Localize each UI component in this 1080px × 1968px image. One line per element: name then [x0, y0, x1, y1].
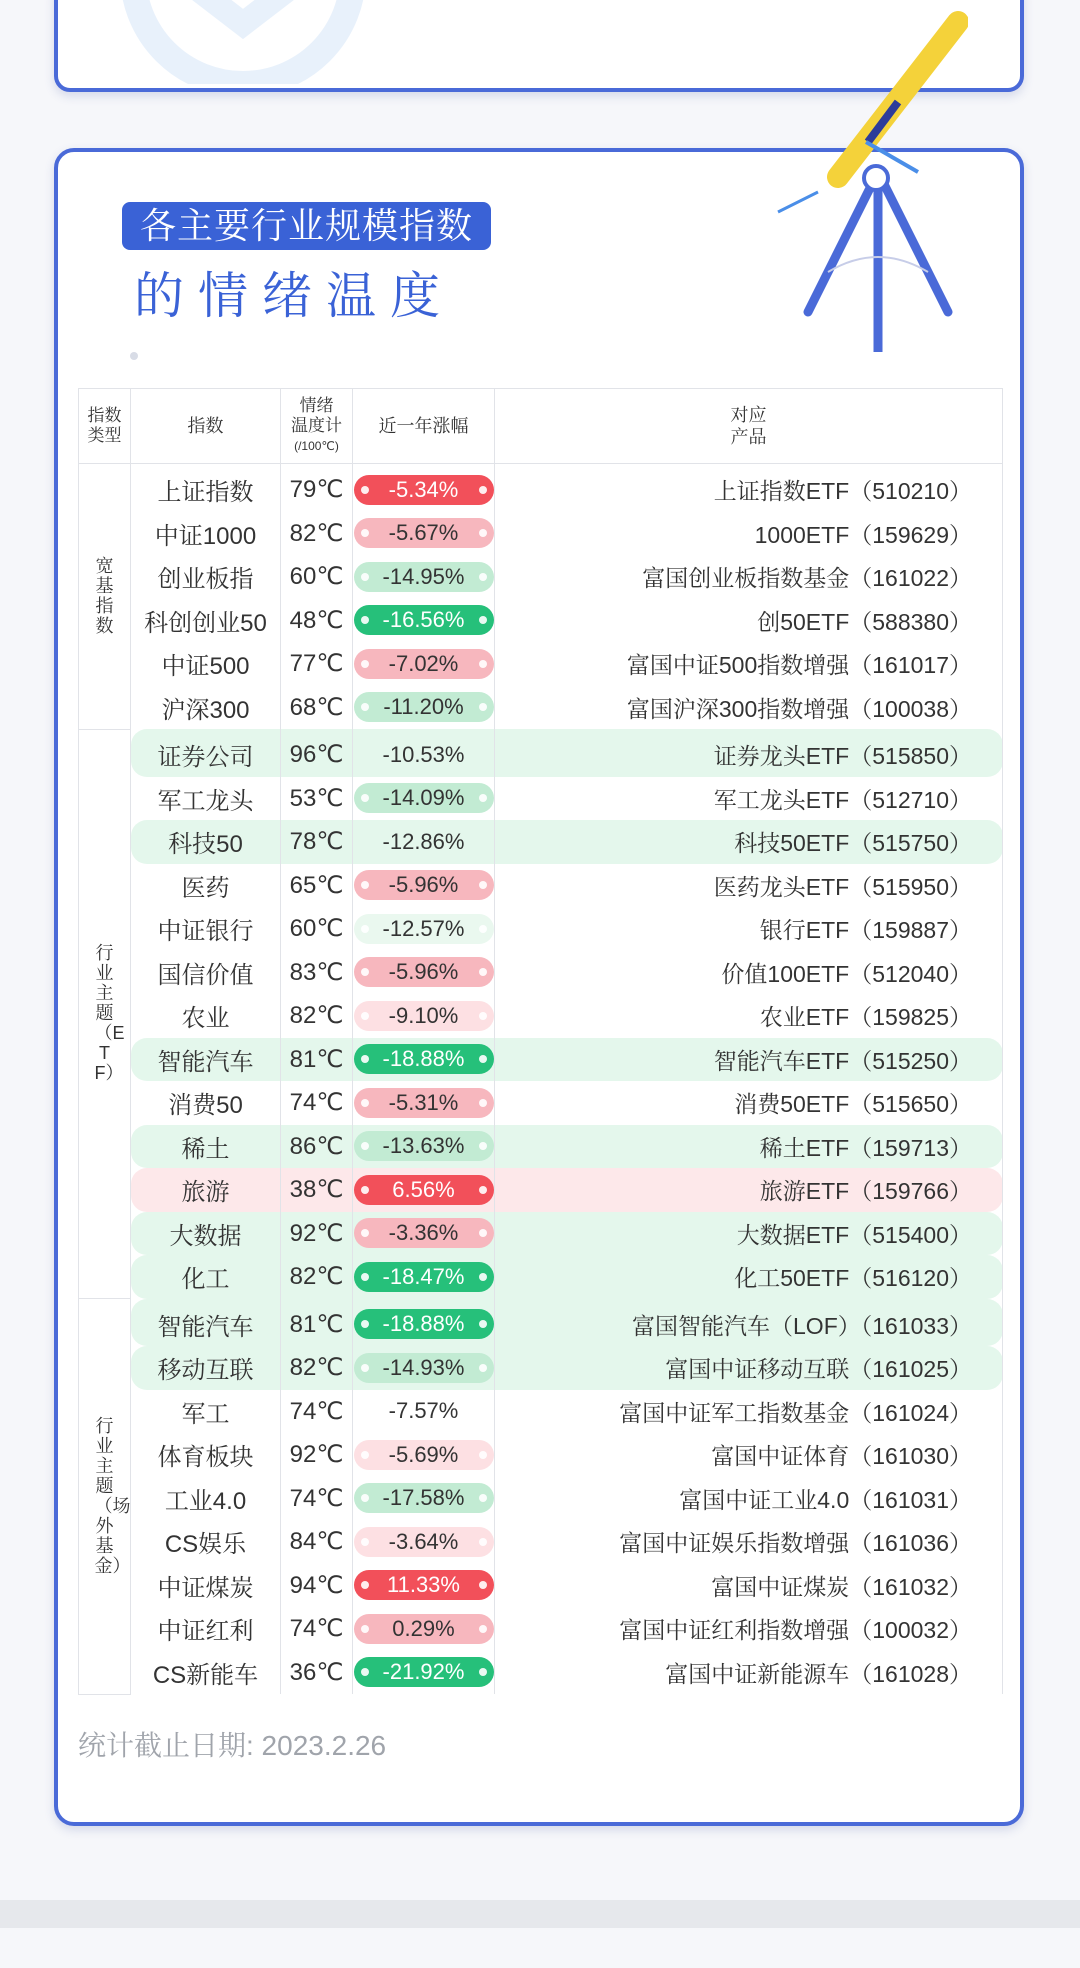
change-cell	[353, 820, 495, 864]
temperature-value: 74℃	[281, 1607, 353, 1651]
change-cell	[353, 729, 495, 777]
index-name: 稀土	[131, 1125, 281, 1169]
product-name: 富国创业板指数基金（161022）	[495, 555, 1003, 599]
table-row	[79, 729, 1003, 777]
change-badge: -21.92%	[354, 1657, 494, 1687]
table-row	[79, 1125, 1003, 1169]
change-badge: -10.53%	[382, 741, 465, 767]
change-badge: -14.93%	[354, 1353, 494, 1383]
page-subtitle: 的情绪温度	[134, 268, 454, 324]
change-cell	[353, 1125, 495, 1169]
product-name: 富国中证移动互联（161025）	[495, 1346, 1003, 1390]
group-label: 行业主题（ETF）	[79, 729, 131, 1299]
page-title: 各主要行业规模指数	[122, 202, 491, 250]
index-name: 中证1000	[131, 512, 281, 556]
change-badge: -7.57%	[388, 1398, 459, 1424]
table-row	[79, 1520, 1003, 1564]
temperature-value: 65℃	[281, 864, 353, 908]
product-name: 富国沪深300指数增强（100038）	[495, 686, 1003, 730]
change-badge: 0.29%	[354, 1614, 494, 1644]
change-cell	[353, 1168, 495, 1212]
table-row	[79, 907, 1003, 951]
temperature-value: 92℃	[281, 1433, 353, 1477]
product-name: 上证指数ETF（510210）	[495, 464, 1003, 512]
temperature-value: 94℃	[281, 1564, 353, 1608]
group-label: 宽基指数	[79, 464, 131, 730]
change-cell	[353, 777, 495, 821]
logo-watermark-icon	[118, 0, 368, 84]
temperature-value: 53℃	[281, 777, 353, 821]
table-row	[79, 642, 1003, 686]
temperature-value: 77℃	[281, 642, 353, 686]
change-cell	[353, 642, 495, 686]
index-name: 证券公司	[131, 729, 281, 777]
change-cell	[353, 555, 495, 599]
index-name: 大数据	[131, 1212, 281, 1256]
table-row	[79, 1651, 1003, 1695]
change-badge: -17.58%	[354, 1483, 494, 1513]
change-cell	[353, 907, 495, 951]
product-name: 富国中证500指数增强（161017）	[495, 642, 1003, 686]
change-cell	[353, 1520, 495, 1564]
index-name: 中证煤炭	[131, 1564, 281, 1608]
index-name: CS娱乐	[131, 1520, 281, 1564]
sentiment-table	[78, 388, 1003, 1695]
header-change: 近一年涨幅	[353, 389, 495, 464]
change-cell	[353, 1212, 495, 1256]
table-row	[79, 1477, 1003, 1521]
product-name: 银行ETF（159887）	[495, 907, 1003, 951]
product-name: 大数据ETF（515400）	[495, 1212, 1003, 1256]
change-cell	[353, 1433, 495, 1477]
table-row	[79, 994, 1003, 1038]
index-name: 医药	[131, 864, 281, 908]
index-name: 国信价值	[131, 951, 281, 995]
table-row	[79, 951, 1003, 995]
change-badge: 6.56%	[354, 1175, 494, 1205]
temperature-value: 68℃	[281, 686, 353, 730]
change-badge: -5.96%	[354, 870, 494, 900]
change-badge: -14.95%	[354, 562, 494, 592]
temperature-value: 38℃	[281, 1168, 353, 1212]
index-name: 科技50	[131, 820, 281, 864]
index-name: 体育板块	[131, 1433, 281, 1477]
table-row	[79, 1038, 1003, 1082]
change-badge: -3.64%	[354, 1527, 494, 1557]
table-row	[79, 1607, 1003, 1651]
change-cell	[353, 599, 495, 643]
index-name: 科创创业50	[131, 599, 281, 643]
temperature-value: 96℃	[281, 729, 353, 777]
product-name: 军工龙头ETF（512710）	[495, 777, 1003, 821]
change-badge: -12.57%	[354, 914, 494, 944]
table-row	[79, 464, 1003, 512]
table-row	[79, 1255, 1003, 1299]
change-cell	[353, 686, 495, 730]
temperature-value: 78℃	[281, 820, 353, 864]
change-cell	[353, 1255, 495, 1299]
index-name: 消费50	[131, 1081, 281, 1125]
temperature-value: 83℃	[281, 951, 353, 995]
change-cell	[353, 1564, 495, 1608]
index-name: 智能汽车	[131, 1299, 281, 1347]
temperature-value: 86℃	[281, 1125, 353, 1169]
index-name: 沪深300	[131, 686, 281, 730]
change-badge: -5.31%	[354, 1088, 494, 1118]
index-name: 上证指数	[131, 464, 281, 512]
main-card	[54, 148, 1024, 1826]
table-row	[79, 1564, 1003, 1608]
index-name: 化工	[131, 1255, 281, 1299]
index-name: CS新能车	[131, 1651, 281, 1695]
change-cell	[353, 994, 495, 1038]
change-badge: -5.34%	[354, 475, 494, 505]
change-badge: -3.36%	[354, 1218, 494, 1248]
product-name: 富国中证军工指数基金（161024）	[495, 1390, 1003, 1434]
change-cell	[353, 1081, 495, 1125]
change-badge: -13.63%	[354, 1131, 494, 1161]
product-name: 价值100ETF（512040）	[495, 951, 1003, 995]
change-cell	[353, 512, 495, 556]
change-cell	[353, 1346, 495, 1390]
temperature-value: 84℃	[281, 1520, 353, 1564]
temperature-value: 36℃	[281, 1651, 353, 1695]
temperature-value: 74℃	[281, 1390, 353, 1434]
footer-date: 统计截止日期: 2023.2.26	[78, 1730, 387, 1761]
product-name: 富国智能汽车（LOF）（161033）	[495, 1299, 1003, 1347]
product-name: 稀土ETF（159713）	[495, 1125, 1003, 1169]
product-name: 消费50ETF（515650）	[495, 1081, 1003, 1125]
table-row	[79, 1081, 1003, 1125]
bottom-divider	[0, 1900, 1080, 1928]
table-row	[79, 599, 1003, 643]
group-label: 行业主题（场外基金）	[79, 1299, 131, 1695]
temperature-value: 74℃	[281, 1081, 353, 1125]
product-name: 富国中证煤炭（161032）	[495, 1564, 1003, 1608]
temperature-value: 82℃	[281, 1255, 353, 1299]
header-type: 指数类型	[79, 389, 131, 464]
index-name: 工业4.0	[131, 1477, 281, 1521]
table-row	[79, 1299, 1003, 1347]
table-row	[79, 686, 1003, 730]
header-product: 对应 产品	[495, 389, 1003, 464]
table-row	[79, 1212, 1003, 1256]
temperature-value: 60℃	[281, 555, 353, 599]
change-badge: -9.10%	[354, 1001, 494, 1031]
product-name: 富国中证新能源车（161028）	[495, 1651, 1003, 1695]
temperature-value: 82℃	[281, 512, 353, 556]
change-badge: -11.20%	[354, 692, 494, 722]
product-name: 富国中证娱乐指数增强（161036）	[495, 1520, 1003, 1564]
temperature-value: 82℃	[281, 1346, 353, 1390]
temperature-value: 74℃	[281, 1477, 353, 1521]
decor-dot	[130, 352, 138, 360]
change-badge: -18.88%	[354, 1309, 494, 1339]
temperature-value: 92℃	[281, 1212, 353, 1256]
temperature-value: 48℃	[281, 599, 353, 643]
product-name: 化工50ETF（516120）	[495, 1255, 1003, 1299]
table-row	[79, 820, 1003, 864]
table-row	[79, 777, 1003, 821]
product-name: 旅游ETF（159766）	[495, 1168, 1003, 1212]
temperature-value: 81℃	[281, 1299, 353, 1347]
index-name: 军工	[131, 1390, 281, 1434]
index-name: 旅游	[131, 1168, 281, 1212]
telescope-icon	[748, 2, 968, 352]
change-cell	[353, 1299, 495, 1347]
index-name: 创业板指	[131, 555, 281, 599]
table-row	[79, 1390, 1003, 1434]
index-name: 移动互联	[131, 1346, 281, 1390]
change-cell	[353, 1038, 495, 1082]
header-index: 指数	[131, 389, 281, 464]
change-badge: -5.96%	[354, 957, 494, 987]
table-row	[79, 1433, 1003, 1477]
change-badge: -5.69%	[354, 1440, 494, 1470]
product-name: 富国中证工业4.0（161031）	[495, 1477, 1003, 1521]
change-cell	[353, 864, 495, 908]
index-name: 农业	[131, 994, 281, 1038]
change-cell	[353, 1607, 495, 1651]
product-name: 证券龙头ETF（515850）	[495, 729, 1003, 777]
change-badge: 11.33%	[354, 1570, 494, 1600]
table-row	[79, 512, 1003, 556]
table-row	[79, 864, 1003, 908]
change-cell	[353, 1477, 495, 1521]
change-cell	[353, 464, 495, 512]
change-cell	[353, 1651, 495, 1695]
header-temp: 情绪 温度计 (/100℃)	[281, 389, 353, 464]
product-name: 创50ETF（588380）	[495, 599, 1003, 643]
change-badge: -16.56%	[354, 605, 494, 635]
product-name: 科技50ETF（515750）	[495, 820, 1003, 864]
change-badge: -18.47%	[354, 1262, 494, 1292]
product-name: 农业ETF（159825）	[495, 994, 1003, 1038]
change-badge: -14.09%	[354, 783, 494, 813]
index-name: 军工龙头	[131, 777, 281, 821]
change-badge: -7.02%	[354, 649, 494, 679]
product-name: 医药龙头ETF（515950）	[495, 864, 1003, 908]
temperature-value: 60℃	[281, 907, 353, 951]
change-badge: -12.86%	[382, 828, 465, 854]
index-name: 中证银行	[131, 907, 281, 951]
product-name: 富国中证体育（161030）	[495, 1433, 1003, 1477]
product-name: 智能汽车ETF（515250）	[495, 1038, 1003, 1082]
table-header-row	[79, 389, 1003, 464]
table-row	[79, 1346, 1003, 1390]
temperature-value: 79℃	[281, 464, 353, 512]
change-badge: -5.67%	[354, 518, 494, 548]
product-name: 富国中证红利指数增强（100032）	[495, 1607, 1003, 1651]
temperature-value: 82℃	[281, 994, 353, 1038]
change-cell	[353, 951, 495, 995]
temperature-value: 81℃	[281, 1038, 353, 1082]
index-name: 中证红利	[131, 1607, 281, 1651]
change-badge: -18.88%	[354, 1044, 494, 1074]
product-name: 1000ETF（159629）	[495, 512, 1003, 556]
change-cell	[353, 1390, 495, 1434]
index-name: 智能汽车	[131, 1038, 281, 1082]
table-row	[79, 555, 1003, 599]
table-row	[79, 1168, 1003, 1212]
index-name: 中证500	[131, 642, 281, 686]
